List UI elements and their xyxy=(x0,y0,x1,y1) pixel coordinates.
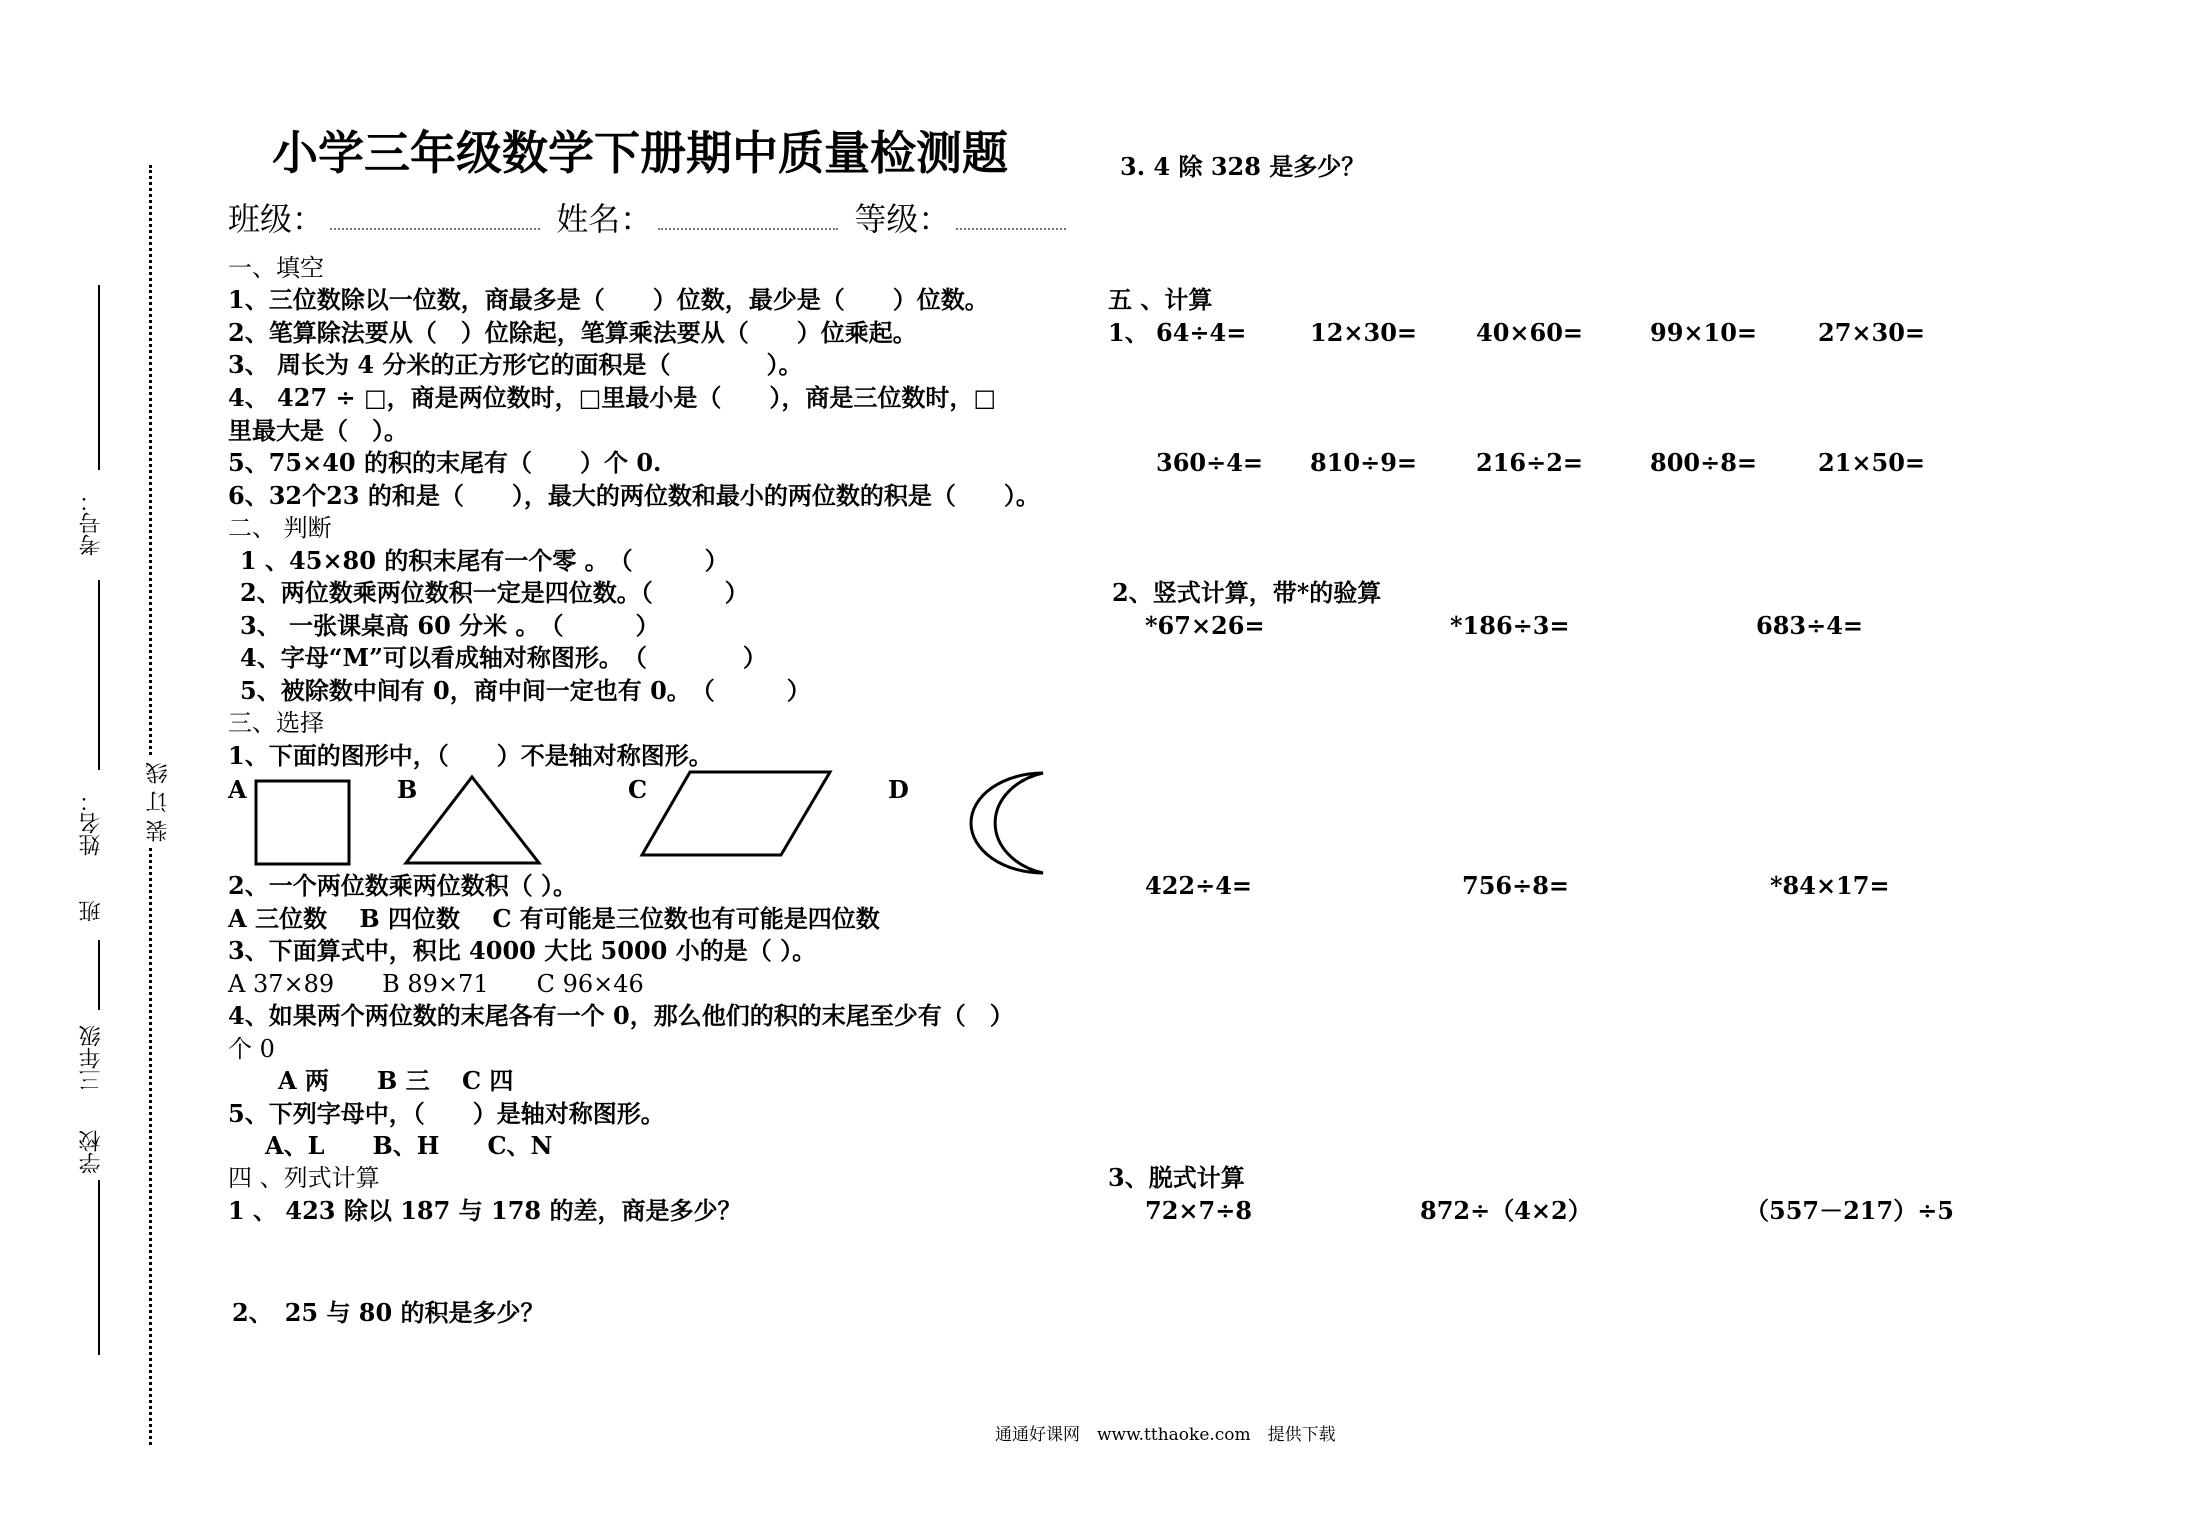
vertical-calc-heading: 2、竖式计算，带*的验算 xyxy=(1112,578,1382,607)
s1-q2: 2、笔算除法要从（ ）位除起，笔算乘法要从（ ）位乘起。 xyxy=(228,318,917,347)
s3-q2-options: A 三位数 B 四位数 C 有可能是三位数也有可能是四位数 xyxy=(228,904,880,933)
s2-q3: 3、 一张课桌高 60 分米 。 （ ） xyxy=(240,611,660,640)
calc-item: 360÷4= xyxy=(1156,448,1264,477)
calc-item: 40×60= xyxy=(1476,318,1584,347)
s2-q2: 2、两位数乘两位数积一定是四位数。（ ） xyxy=(240,578,749,607)
s4-q2: 2、 25 与 80 的积是多少？ xyxy=(232,1298,545,1327)
vertical-calc-item: *84×17= xyxy=(1770,871,1890,900)
s2-q1: 1 、45×80 的积末尾有一个零 。 （ ） xyxy=(240,546,729,575)
s4-q1: 1 、 423 除以 187 与 178 的差，商是多少？ xyxy=(228,1196,742,1225)
s3-q5-options: A、L B、H C、N xyxy=(265,1131,553,1160)
calc-item: 99×10= xyxy=(1650,318,1758,347)
calc-item: 64÷4= xyxy=(1156,318,1247,347)
parallelogram-shape xyxy=(640,770,833,858)
step-calc-item: 72×7÷8 xyxy=(1145,1196,1253,1225)
shape-label-a: A xyxy=(228,775,247,804)
grade-blank xyxy=(956,226,1066,230)
vertical-calc-item: 756÷8= xyxy=(1462,871,1570,900)
shape-label-c: C xyxy=(628,775,648,804)
exam-no-label: 考号： xyxy=(79,490,104,556)
s3-q3-options: A 37×89 B 89×71 C 96×46 xyxy=(228,970,644,998)
calc-item: 216÷2= xyxy=(1476,448,1584,477)
s2-q5: 5、被除数中间有 0，商中间一定也有 0。 （ ） xyxy=(240,676,811,705)
calc-item: 800÷8= xyxy=(1650,448,1758,477)
step-calc-item: （557－217）÷5 xyxy=(1745,1196,1955,1225)
s3-q5: 5、下列字母中，（ ）是轴对称图形。 xyxy=(228,1099,665,1128)
binding-line-3 xyxy=(98,940,100,1010)
calc-item: 21×50= xyxy=(1818,448,1926,477)
binding-line-1 xyxy=(98,285,100,470)
s1-q4-line1: 4、 427 ÷ □，商是两位数时，□里最小是（ ），商是三位数时，□ xyxy=(228,383,996,412)
s3-q4-line2: 个 0 xyxy=(228,1035,275,1063)
page-title: 小学三年级数学下册期中质量检测题 xyxy=(272,126,1008,180)
section-2-heading: 二、 判断 xyxy=(228,514,332,542)
shape-label-d: D xyxy=(888,775,909,804)
name-blank xyxy=(658,226,838,230)
school-label-vertical: 学校 xyxy=(79,1130,104,1174)
s4-q3: 3. 4 除 328 是多少？ xyxy=(1120,152,1366,181)
grade-label-vertical: 三年级 xyxy=(79,1025,104,1091)
s3-q4-options: A 两 B 三 C 四 xyxy=(278,1066,514,1095)
vertical-calc-item: 422÷4= xyxy=(1145,871,1253,900)
page-footer: 通通好课网 www.tthaoke.com 提供下载 xyxy=(995,1425,1336,1445)
step-calc-heading: 3、脱式计算 xyxy=(1108,1163,1245,1192)
vertical-calc-item: *67×26= xyxy=(1145,611,1265,640)
s1-q3: 3、 周长为 4 分米的正方形它的面积是（ ）。 xyxy=(228,350,803,379)
vertical-calc-item: 683÷4= xyxy=(1756,611,1864,640)
section-1-heading: 一、填空 xyxy=(228,254,324,282)
triangle-shape xyxy=(403,775,543,867)
shape-label-b: B xyxy=(397,775,418,804)
s3-q3: 3、下面算式中，积比 4000 大比 5000 小的是（ ）。 xyxy=(228,936,817,965)
class-blank xyxy=(330,226,540,230)
s3-q4-line1: 4、如果两个两位数的末尾各有一个 0，那么他们的积的末尾至少有（ ） xyxy=(228,1001,1014,1030)
calc-item: 27×30= xyxy=(1818,318,1926,347)
s1-q6: 6、32个23 的和是（ ），最大的两位数和最小的两位数的积是（ ）。 xyxy=(228,481,1040,510)
class-label-vertical: 班 xyxy=(79,900,104,922)
name-label: 姓名： xyxy=(556,200,653,238)
crescent-shape xyxy=(925,770,1047,878)
class-label: 班级： xyxy=(228,200,325,238)
s3-q2: 2、一个两位数乘两位数积（ ）。 xyxy=(228,871,578,900)
student-name-label: 姓名： xyxy=(79,790,104,856)
vertical-calc-item: *186÷3= xyxy=(1450,611,1570,640)
square-shape xyxy=(255,780,351,866)
step-calc-item: 872÷（4×2） xyxy=(1420,1196,1592,1225)
section-5-heading: 五 、计算 xyxy=(1108,285,1213,314)
binding-line-2 xyxy=(98,580,100,770)
grade-label: 等级： xyxy=(854,200,951,238)
calc-item: 810÷9= xyxy=(1310,448,1418,477)
s1-q5: 5、75×40 的积的末尾有（ ）个 0. xyxy=(228,448,662,477)
calc-row1-prefix: 1、 xyxy=(1108,318,1149,347)
binding-line-4 xyxy=(98,1180,100,1355)
s1-q1: 1、三位数除以一位数，商最多是（ ）位数，最少是（ ）位数。 xyxy=(228,285,989,314)
s2-q4: 4、字母“M”可以看成轴对称图形。 （ ） xyxy=(240,643,767,672)
s1-q4-line2: 里最大是（ ）。 xyxy=(228,416,408,445)
s3-q1: 1、下面的图形中，（ ）不是轴对称图形。 xyxy=(228,741,713,770)
seal-line-label: 装 订 线 xyxy=(143,758,174,846)
section-4-heading: 四 、列式计算 xyxy=(228,1164,380,1192)
section-3-heading: 三、选择 xyxy=(228,709,324,737)
calc-item: 12×30= xyxy=(1310,318,1418,347)
student-info-header xyxy=(228,199,1072,239)
